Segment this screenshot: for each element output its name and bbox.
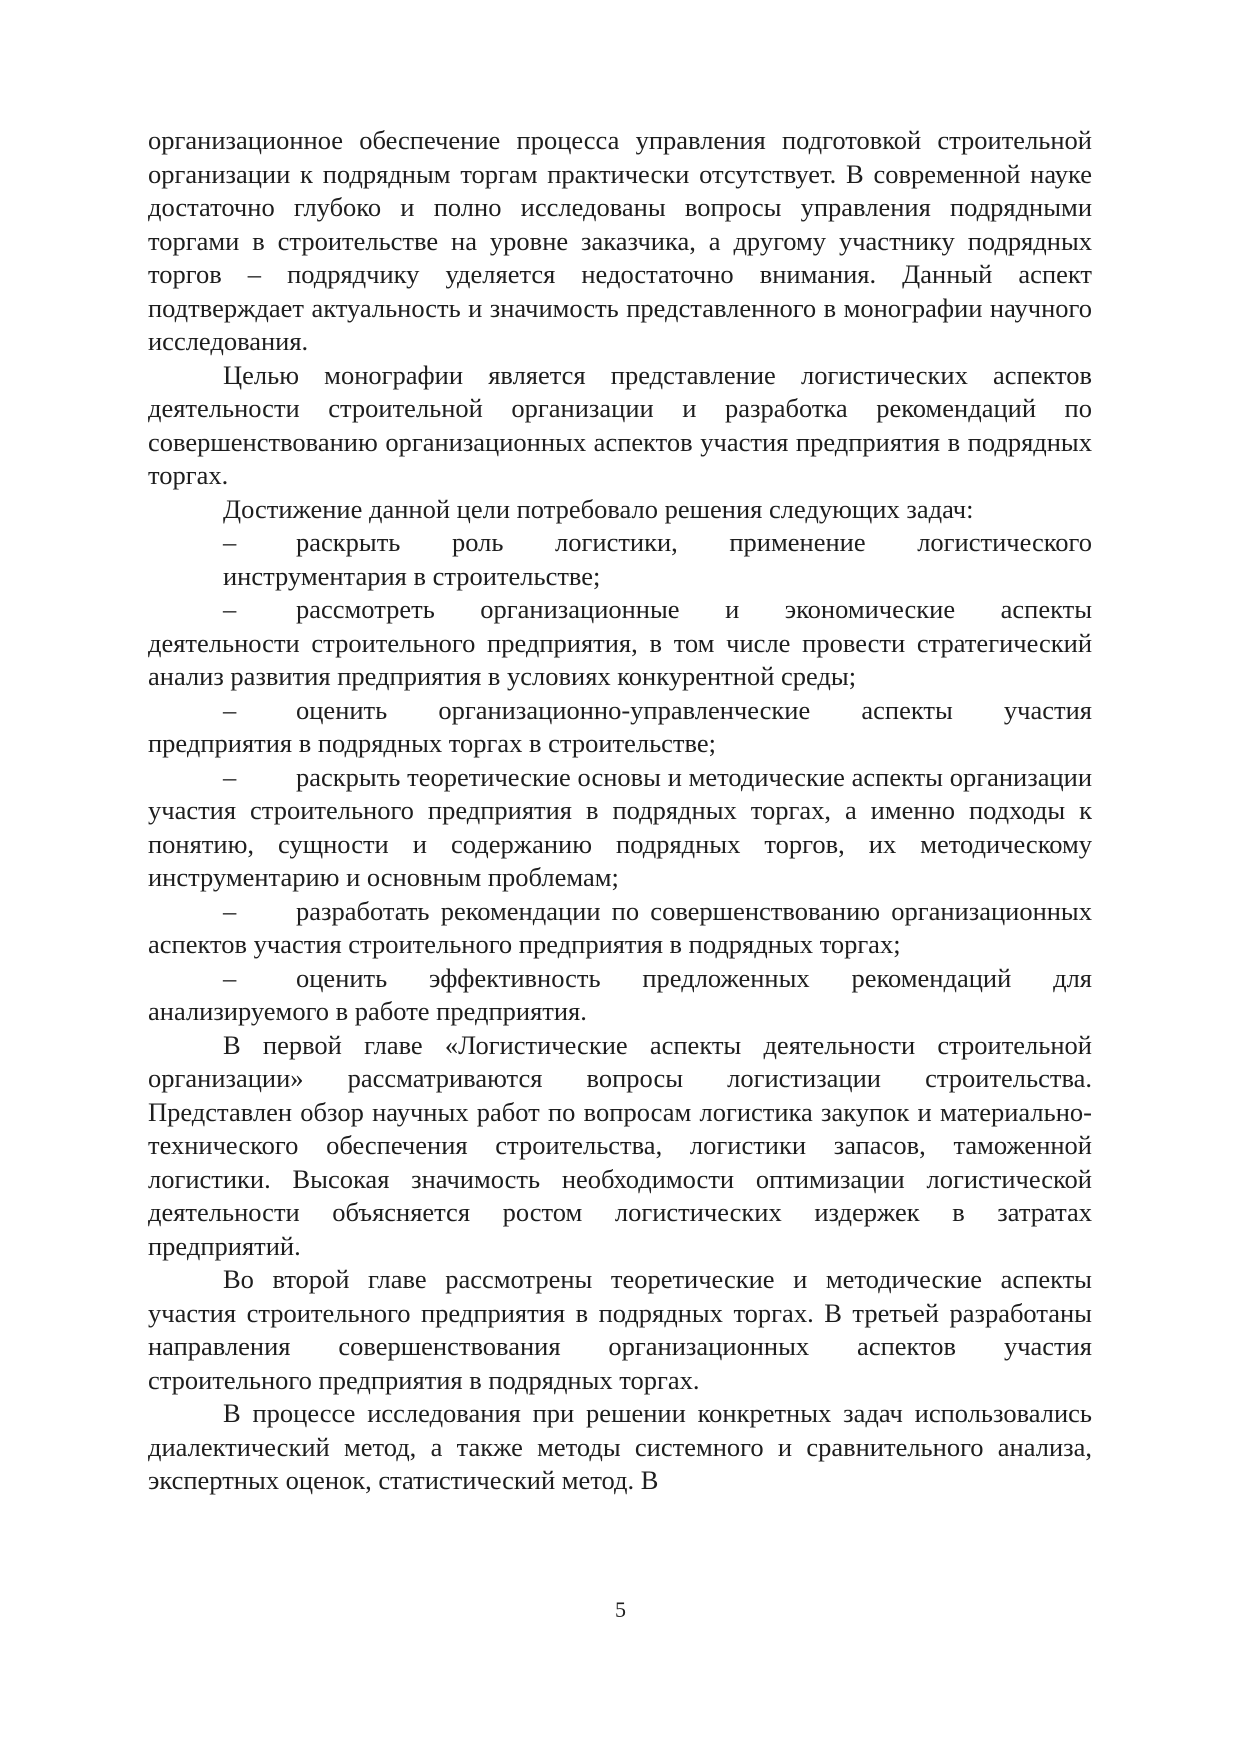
task-text: раскрыть роль логистики, применение логистического инструментария в строительстве; [223, 527, 1092, 591]
dash-marker: – [223, 895, 237, 926]
task-item-1 [148, 526, 1092, 593]
dash-marker: – [223, 527, 237, 557]
task-item-5 [148, 895, 1092, 962]
task-item-3 [148, 694, 1092, 761]
task-text: раскрыть теоретические основы и методические аспекты организации участия строительного предприятия в подрядных торгах, а именно подходы к понятию, сущности и содержанию подрядных торгов, их методическому инструментарию и основным проблемам; [148, 761, 1092, 892]
page-number: 5 [615, 1597, 626, 1622]
task-text: разработать рекомендации по совершенствованию организационных аспектов участия строительного предприятия в подрядных торгах; [148, 895, 1092, 959]
task-item-4 [148, 761, 1092, 895]
task-text: оценить организационно-управленческие аспекты участия предприятия в подрядных торгах в строительстве; [148, 694, 1092, 758]
dash-marker: – [223, 594, 237, 624]
dash-marker: – [223, 694, 237, 725]
paragraph-intro: организационное обеспечение процесса управления подготовкой строительной организации к подрядным торгам практически отсутствует. В современной науке достаточно глубоко и полно исследованы вопросы управления подрядными торгами в строительстве на уровне заказчика, а другому участнику подрядных торгов – подрядчику уделяется недостаточно внимания. Данный аспект подтверждает актуальность и значимость представленного в монографии научного исследования. [148, 125, 1092, 356]
task-text: рассмотреть организационные и экономические аспекты деятельности строительного предприятия, в том числе провести стратегический анализ развития предприятия в условиях конкурентной среды; [148, 594, 1092, 691]
dash-marker: – [223, 962, 237, 993]
page-body [148, 124, 1092, 1498]
paragraph-chapter-1: В первой главе «Логистические аспекты деятельности строительной организации» рассматриваются вопросы логистизации строительства. Представлен обзор научных работ по вопросам логистика закупок и материально-технического обеспечения строительства, логистики запасов, таможенной логистики. Высокая значимость необходимости оптимизации логистической деятельности объясняется ростом логистических издержек в затратах предприятий. [148, 1029, 1092, 1261]
paragraph-goal: Целью монографии является представление логистических аспектов деятельности строительной организации и разработка рекомендаций по совершенствованию организационных аспектов участия предприятия в подрядных торгах. [148, 359, 1092, 490]
task-item-2 [148, 593, 1092, 694]
dash-marker: – [223, 761, 237, 792]
paragraph-tasks-lead: Достижение данной цели потребовало решения следующих задач: [223, 493, 974, 524]
task-text: оценить эффективность предложенных рекомендаций для анализируемого в работе предприятия. [148, 962, 1092, 1026]
task-item-6 [148, 962, 1092, 1029]
paragraph-methods: В процессе исследования при решении конкретных задач использовались диалектический метод, а также методы системного и сравнительного анализа, экспертных оценок, статистический метод. В [148, 1398, 1092, 1495]
paragraph-chapter-2-3: Во второй главе рассмотрены теоретические и методические аспекты участия строительного предприятия в подрядных торгах. В третьей разработаны направления совершенствования организационных аспектов участия строительного предприятия в подрядных торгах. [148, 1264, 1092, 1395]
